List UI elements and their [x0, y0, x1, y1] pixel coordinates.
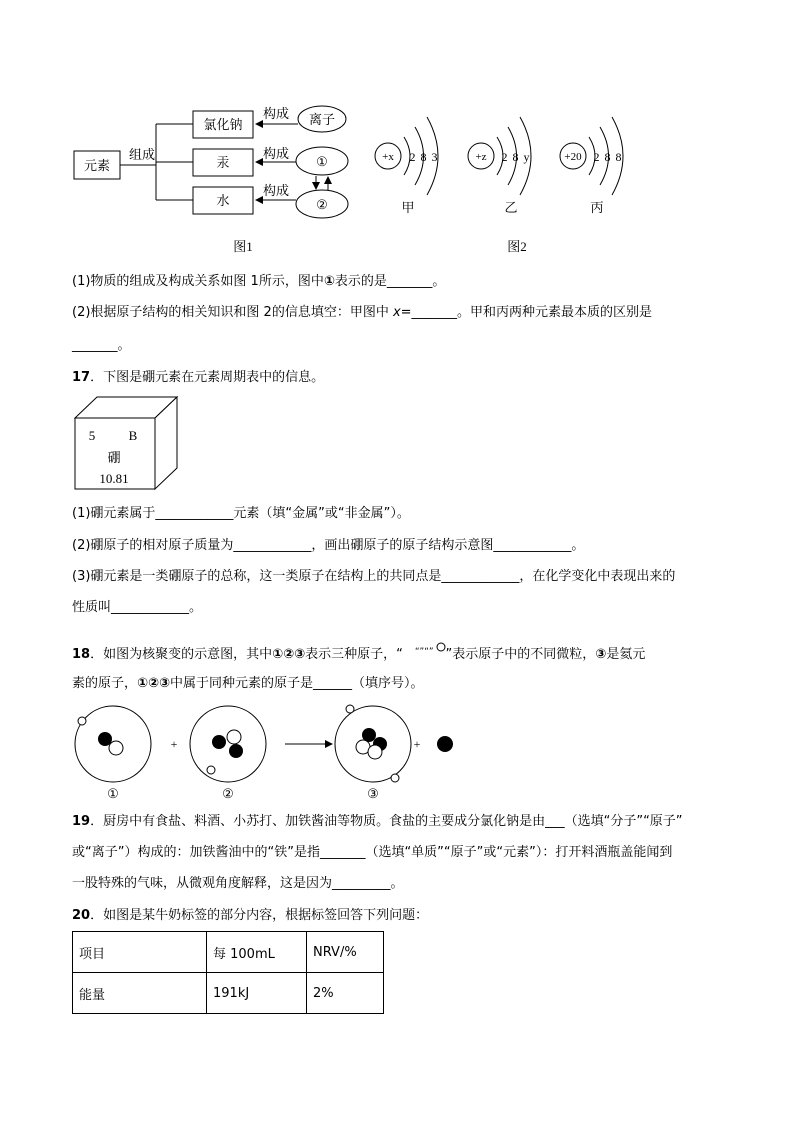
q19-line1: 19．厨房中有食盐、料酒、小苏打、加铁酱油等物质。食盐的主要成分氯化钠是由___（选填“分子”“原子” [72, 814, 683, 829]
q20-stem: 20．如图是某牛奶标签的部分内容，根据标签回答下列问题： [72, 908, 429, 923]
q18-stem: 18．如图为核聚变的示意图，其中①②③表示三种原子，“ “”“” ”表示原子中的不同微粒，③是氦元 [72, 642, 645, 665]
atom-3-label: ③ [367, 786, 379, 801]
figure-1-caption: 图1 [233, 239, 253, 254]
header-nrv: NRV/% [307, 932, 384, 973]
atom-bing-label: 丙 [590, 200, 604, 215]
boron-periodic-card [74, 396, 180, 492]
boron-symbol: B [128, 428, 138, 443]
constitute-label-2: 构成 [262, 146, 290, 161]
q19-line3: 一股特殊的气味，从微观角度解释，这是因为_________。 [72, 876, 404, 891]
atom-yi-nucleus: +z [475, 151, 487, 163]
q19-number: 19 [72, 814, 91, 829]
atom-bing-shells: 2 8 8 [593, 150, 623, 164]
constitute-label-1: 构成 [262, 106, 290, 121]
q17-sub2: (2)硼原子的相对原子质量为____________，画出硼原子的原子结构示意图____________。 [72, 538, 585, 553]
water-label: 水 [216, 193, 230, 208]
compose-label: 组成 [128, 147, 156, 162]
neutron [437, 736, 453, 752]
row-energy-nrv: 2% [307, 973, 384, 1014]
element-label: 元素 [83, 158, 111, 173]
atom-yi-label: 乙 [504, 200, 518, 215]
atom-yi [468, 117, 531, 215]
particle-1-label: ① [316, 154, 328, 169]
q16-sub2-cont: _______。 [72, 338, 131, 353]
boron-mass: 10.81 [99, 471, 129, 486]
row-energy-value: 191kJ [207, 973, 307, 1014]
q20-number: 20 [72, 908, 91, 923]
q18-particle-glyphs: “”“” [414, 647, 434, 657]
q16-var-x: x [392, 305, 401, 320]
header-per-100ml: 每 100mL [207, 932, 307, 973]
boron-atomic-number: 5 [88, 428, 96, 443]
row-energy-label: 能量 [73, 973, 207, 1014]
atom-2 [190, 706, 266, 782]
table-row [73, 973, 384, 1014]
plus-sign-1: + [170, 737, 178, 751]
figure-2-caption: 图2 [507, 239, 527, 254]
q16-sub1-circle: ① [323, 274, 335, 289]
q17-sub1: (1)硼元素属于____________元素（填“金属”或“非金属”）。 [72, 506, 410, 521]
q19-line2: 或“离子”）构成的：加铁酱油中的“铁”是指_______（选填“单质”“原子”或“元素”）：打开料酒瓶盖能闻到 [72, 845, 673, 860]
figure-1 [60, 95, 370, 265]
q17-stem: 17．下图是硼元素在元素周期表中的信息。 [72, 370, 325, 385]
q17-sub3-cont: 性质叫____________。 [72, 600, 203, 615]
atom-3 [335, 705, 411, 782]
atom-yi-shells: 2 8 y [501, 150, 531, 164]
q17-sub3: (3)硼元素是一类硼原子的总称，这一类原子在结构上的共同点是____________，在化学变化中表现出来的 [72, 569, 676, 584]
atom-jia-nucleus: +x [382, 151, 394, 163]
q18-stem-line2: 素的原子，①②③中属于同种元素的原子是______（填序号）。 [72, 676, 424, 691]
atom-jia [375, 117, 439, 215]
atom-2-label: ② [222, 786, 234, 801]
atom-bing [560, 117, 623, 215]
atom-bing-nucleus: +20 [564, 151, 582, 163]
q18-number: 18 [72, 647, 91, 662]
q16-sub1: (1)物质的组成及构成关系如图 1所示，图中①表示的是_______。 [72, 274, 446, 289]
atom-1 [75, 706, 151, 782]
q17-number: 17 [72, 370, 91, 385]
hg-label: 汞 [216, 155, 230, 170]
nacl-label: 氯化钠 [203, 117, 243, 132]
atom-jia-shells: 2 8 3 [409, 150, 439, 164]
fusion-diagram [70, 700, 470, 805]
particle-2-label: ② [316, 197, 328, 212]
header-item: 项目 [73, 932, 207, 973]
table-header-row [73, 932, 384, 973]
figure-2 [370, 105, 670, 260]
ion-label: 离子 [308, 112, 336, 127]
nutrition-table [72, 931, 384, 1014]
plus-sign-2: + [413, 737, 421, 751]
atom-1-label: ① [107, 786, 119, 801]
boron-name: 硼 [107, 450, 121, 465]
open-circle-icon [436, 642, 446, 652]
atom-jia-label: 甲 [401, 200, 415, 215]
constitute-label-3: 构成 [262, 183, 290, 198]
q16-sub2: (2)根据原子结构的相关知识和图 2的信息填空：甲图中 x=_______。甲和丙两种元素最本质的区别是 [72, 305, 653, 320]
